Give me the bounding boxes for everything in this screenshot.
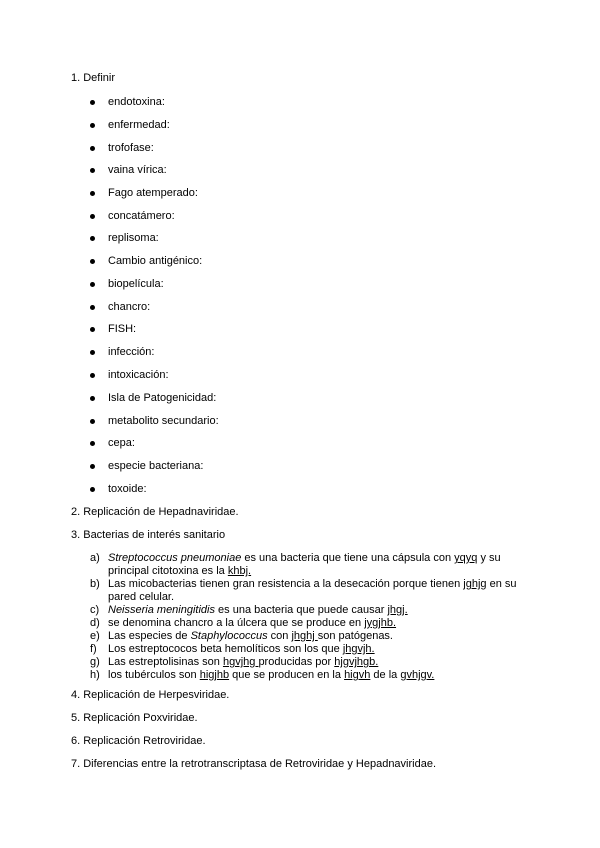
q5-heading: 5. Replicación Poxviridae. — [71, 712, 198, 724]
q4-heading: 4. Replicación de Herpesviridae. — [71, 689, 230, 701]
bullet-dot — [90, 441, 95, 446]
bullet-dot — [90, 168, 95, 173]
item-letter: d) — [90, 617, 100, 629]
item-letter: f) — [90, 643, 97, 655]
q7-heading: 7. Diferencias entre la retrotranscriptasa de Retroviridae y Hepadnaviridae. — [71, 758, 437, 770]
term-item: intoxicación: — [108, 369, 169, 381]
term-item: FISH: — [108, 323, 137, 335]
item-letter: c) — [90, 604, 100, 616]
bullet-dot — [90, 123, 95, 128]
term-item: Fago atemperado: — [108, 187, 198, 199]
term-item: endotoxina: — [108, 96, 165, 108]
bullet-dot — [90, 191, 95, 196]
item-letter: h) — [90, 669, 100, 681]
q6-heading: 6. Replicación Retroviridae. — [71, 735, 206, 747]
term-item: biopelícula: — [108, 278, 164, 290]
term-item: Cambio antigénico: — [108, 255, 203, 267]
term-item: vaina vírica: — [108, 164, 167, 176]
bullet-dot — [90, 487, 95, 492]
bullet-dot — [90, 396, 95, 401]
bullet-dot — [90, 282, 95, 287]
bullet-dot — [90, 100, 95, 105]
item-e-text: Las especies de Staphylococcus con jhghj son patógenas. — [108, 630, 393, 642]
term-item: concatámero: — [108, 210, 175, 222]
term-item: trofofase: — [108, 142, 154, 154]
bullet-dot — [90, 146, 95, 151]
bullet-dot — [90, 419, 95, 424]
item-letter: a) — [90, 552, 100, 564]
item-d-text: se denomina chancro a la úlcera que se produce en jygjhb. — [108, 617, 397, 629]
q1-heading: 1. Definir — [71, 72, 116, 84]
item-a-text-line2: principal citotoxina es la khbj. — [108, 565, 252, 577]
item-f-text: Los estreptococos beta hemolíticos son los que jhgvjh. — [108, 643, 375, 655]
term-item: replisoma: — [108, 232, 159, 244]
term-item: cepa: — [108, 437, 135, 449]
term-item: Isla de Patogenicidad: — [108, 392, 217, 404]
term-item: metabolito secundario: — [108, 415, 219, 427]
term-item: infección: — [108, 346, 155, 358]
bullet-dot — [90, 327, 95, 332]
term-item: chancro: — [108, 301, 151, 313]
term-item: especie bacteriana: — [108, 460, 204, 472]
q2-heading: 2. Replicación de Hepadnaviridae. — [71, 506, 239, 518]
item-c-text: Neisseria meningitidis es una bacteria que puede causar jhgj. — [108, 604, 408, 616]
bullet-dot — [90, 373, 95, 378]
q3-heading: 3. Bacterias de interés sanitario — [71, 529, 226, 541]
item-letter: b) — [90, 578, 100, 590]
item-a-text: Streptococcus pneumoniae es una bacteria que tiene una cápsula con yqyq y su — [108, 552, 501, 564]
bullet-dot — [90, 305, 95, 310]
item-g-text: Las estreptolisinas son hgvjhg producidas por hjgvjhgb. — [108, 656, 379, 668]
item-b-text: Las micobacterias tienen gran resistencia a la desecación porque tienen jghjg en su — [108, 578, 517, 590]
item-letter: g) — [90, 656, 100, 668]
bullet-dot — [90, 464, 95, 469]
item-h-text: los tubérculos son higjhb que se producen en la higvh de la gvhjgv. — [108, 669, 435, 681]
term-item: enfermedad: — [108, 119, 170, 131]
item-letter: e) — [90, 630, 100, 642]
term-item: toxoide: — [108, 483, 147, 495]
bullet-dot — [90, 350, 95, 355]
bullet-dot — [90, 236, 95, 241]
bullet-dot — [90, 259, 95, 264]
item-b-text-line2: pared celular. — [108, 591, 175, 603]
bullet-dot — [90, 214, 95, 219]
